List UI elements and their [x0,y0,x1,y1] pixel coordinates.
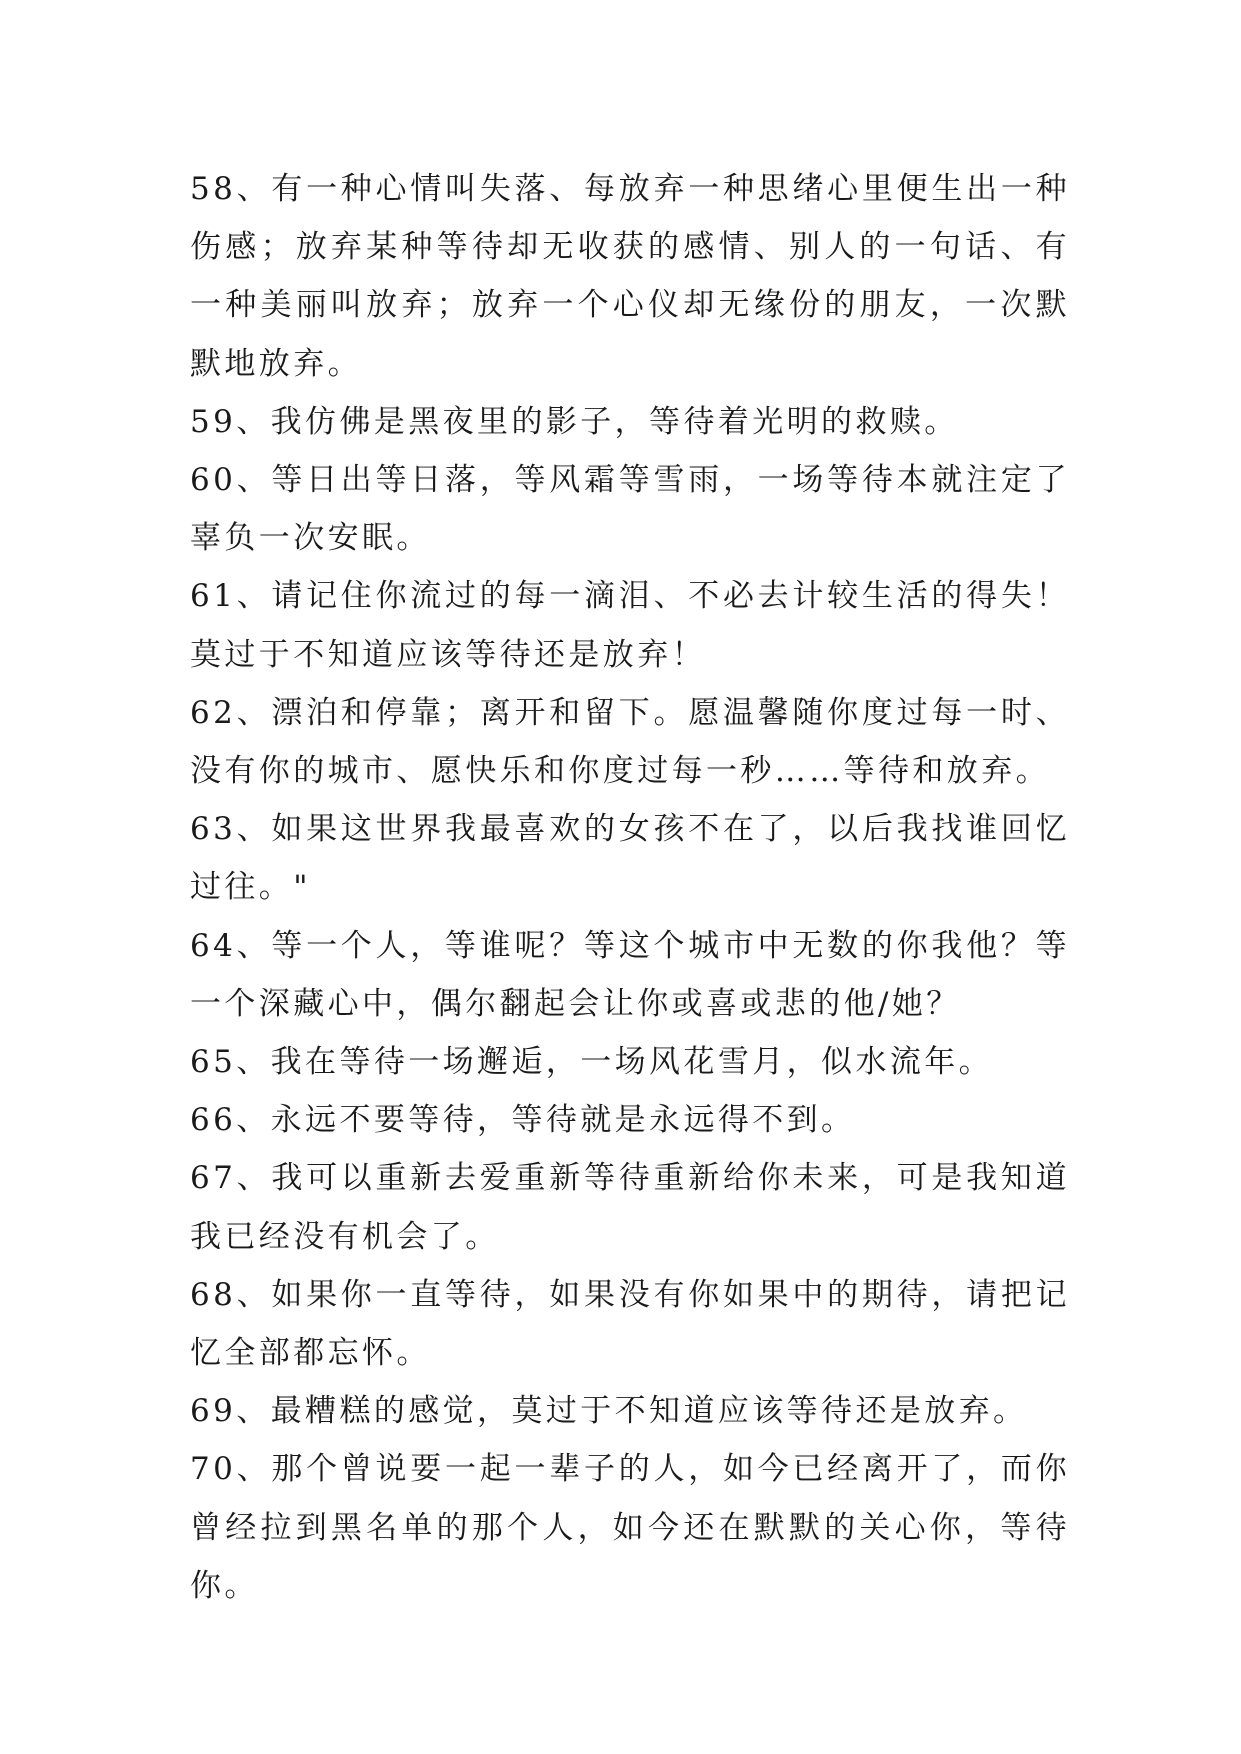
paragraph-67: 67、我可以重新去爱重新等待重新给你未来，可是我知道我已经没有机会了。 [190,1160,1070,1255]
paragraph-69: 69、最糟糕的感觉，莫过于不知道应该等待还是放弃。 [190,1393,1028,1430]
paragraph-63: 63、如果这世界我最喜欢的女孩不在了，以后我找谁回忆过往。" [190,811,1070,906]
paragraph-65: 65、我在等待一场邂逅，一场风花雪月，似水流年。 [190,1044,994,1081]
paragraph-66: 66、永远不要等待，等待就是永远得不到。 [190,1102,856,1139]
paragraph-60: 60、等日出等日落，等风霜等雪雨，一场等待本就注定了辜负一次安眠。 [190,462,1070,557]
document-body [190,160,1070,1615]
paragraph-68: 68、如果你一直等待，如果没有你如果中的期待，请把记忆全部都忘怀。 [190,1276,1070,1372]
paragraph-62: 62、漂泊和停靠；离开和留下。愿温馨随你度过每一时、没有你的城市、愿快乐和你度过每一秒……等待和放弃。 [190,694,1070,790]
paragraph-64: 64、等一个人，等谁呢？等这个城市中无数的你我他？等一个深藏心中，偶尔翻起会让你或喜或悲的他/她？ [190,927,1070,1022]
paragraph-70: 70、那个曾说要一起一辈子的人，如今已经离开了，而你曾经拉到黑名单的那个人，如今还在默默的关心你，等待你。 [190,1451,1070,1604]
paragraph-58: 58、有一种心情叫失落、每放弃一种思绪心里便生出一种伤感；放弃某种等待却无收获的感情、别人的一句话、有一种美丽叫放弃；放弃一个心仪却无缘份的朋友，一次默默地放弃。 [190,171,1070,382]
paragraph-61: 61、请记住你流过的每一滴泪、不必去计较生活的得失！莫过于不知道应该等待还是放弃！ [190,578,1070,673]
paragraph-59: 59、我仿佛是黑夜里的影子，等待着光明的救赎。 [190,403,959,440]
